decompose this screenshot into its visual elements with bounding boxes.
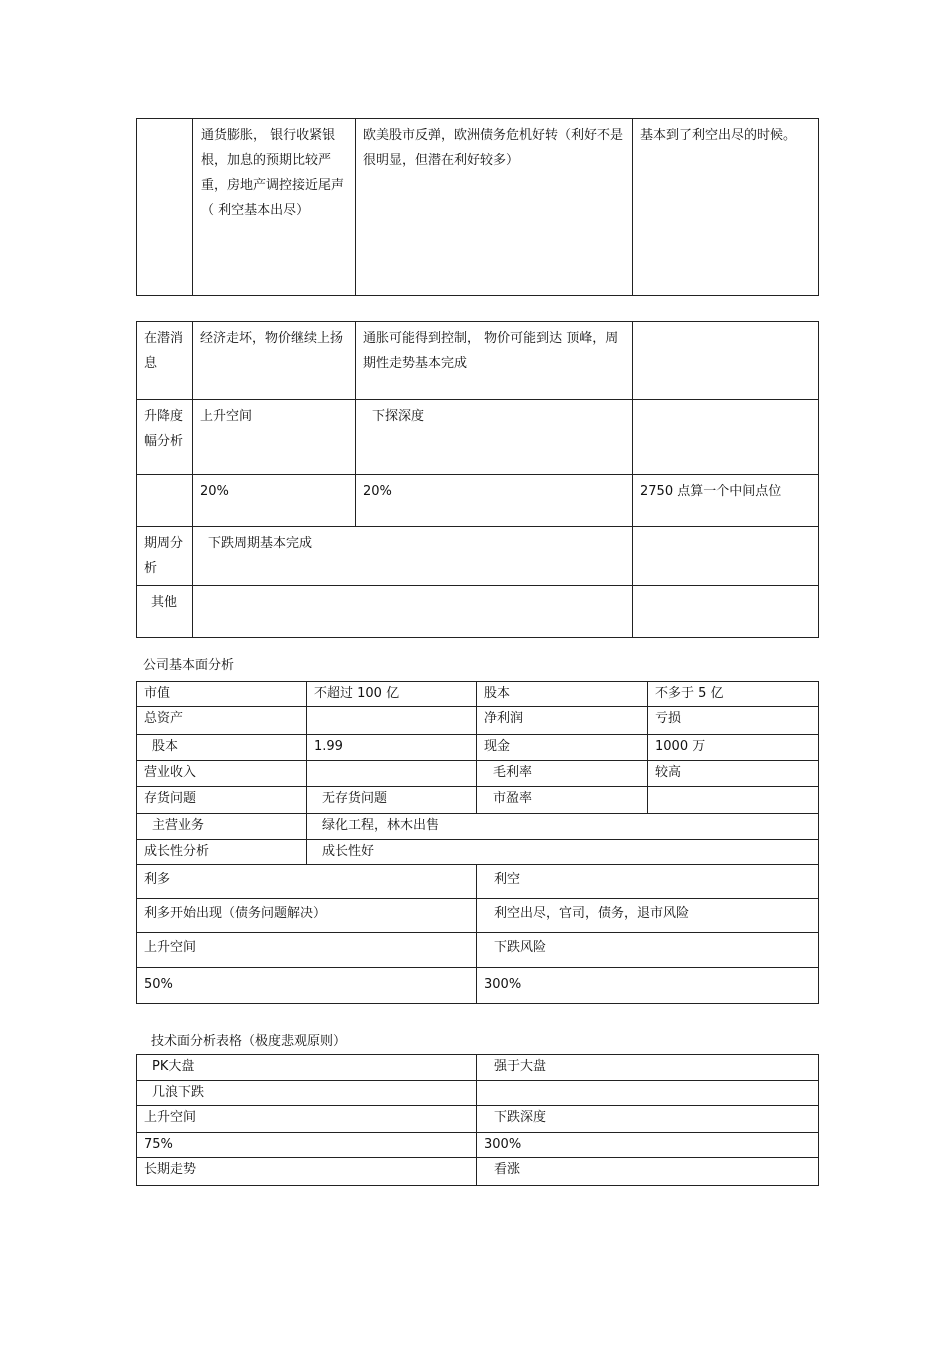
cell-macro-risk: 通货膨胀， 银行收紧银根，加息的预期比较严重，房地产调控接近尾声（ 利空基本出尽） [193, 119, 356, 296]
value-gross-margin: 较高 [648, 761, 819, 787]
cell [633, 586, 819, 638]
label-market-cap: 市值 [137, 682, 307, 707]
value-market-cap: 不超过 100 亿 [307, 682, 477, 707]
cell: 通胀可能得到控制， 物价可能到达 顶峰，周期性走势基本完成 [356, 322, 633, 400]
cell [193, 586, 633, 638]
label-pk-market: PK大盘 [137, 1055, 477, 1081]
label-gross-margin: 毛利率 [477, 761, 648, 787]
label-share-capital: 股本 [477, 682, 648, 707]
value-revenue [307, 761, 477, 787]
row-label-cycle-analysis: 期周分析 [137, 527, 193, 586]
value-pk-market: 强于大盘 [477, 1055, 819, 1081]
value-pe-ratio [648, 787, 819, 814]
label-net-profit: 净利润 [477, 707, 648, 735]
cell [633, 527, 819, 586]
label-revenue: 营业收入 [137, 761, 307, 787]
label-downside-depth: 下跌深度 [477, 1106, 819, 1133]
header-downside: 下跌风险 [477, 933, 819, 968]
value-waves-down [477, 1081, 819, 1106]
value-long-term-trend: 看涨 [477, 1158, 819, 1186]
label-long-term-trend: 长期走势 [137, 1158, 477, 1186]
value-downside-depth: 300% [477, 1133, 819, 1158]
value-upside: 50% [137, 968, 477, 1004]
value-bullish: 利多开始出现（债务问题解决） [137, 899, 477, 933]
value-inventory: 无存货问题 [307, 787, 477, 814]
row-label-range-analysis: 升降度幅分析 [137, 400, 193, 475]
cell: 20% [193, 475, 356, 527]
label-growth: 成长性分析 [137, 840, 307, 865]
value-cash: 1000 万 [648, 735, 819, 761]
value-total-assets [307, 707, 477, 735]
cell: 上升空间 [193, 400, 356, 475]
cell: 20% [356, 475, 633, 527]
cell: 下跌周期基本完成 [193, 527, 633, 586]
label-main-business: 主营业务 [137, 814, 307, 840]
value-upside: 75% [137, 1133, 477, 1158]
header-bearish: 利空 [477, 865, 819, 899]
value-growth: 成长性好 [307, 840, 819, 865]
label-total-assets: 总资产 [137, 707, 307, 735]
cell: 经济走坏，物价继续上扬 [193, 322, 356, 400]
value-share-capital-2: 1.99 [307, 735, 477, 761]
fundamental-table [136, 681, 819, 1004]
cell-global-markets: 欧美股市反弹，欧洲债务危机好转（利好不是很明显，但潜在利好较多） [356, 119, 633, 296]
cell [137, 119, 193, 296]
row-label-other: 其他 [137, 586, 193, 638]
label-upside: 上升空间 [137, 1106, 477, 1133]
cell [633, 322, 819, 400]
label-waves-down: 几浪下跌 [137, 1081, 477, 1106]
label-inventory: 存货问题 [137, 787, 307, 814]
value-share-capital: 不多于 5 亿 [648, 682, 819, 707]
cell-conclusion: 基本到了利空出尽的时候。 [633, 119, 819, 296]
value-downside: 300% [477, 968, 819, 1004]
value-net-profit: 亏损 [648, 707, 819, 735]
fundamental-title: 公司基本面分析 [143, 658, 235, 673]
label-cash: 现金 [477, 735, 648, 761]
value-main-business: 绿化工程，林木出售 [307, 814, 819, 840]
technical-title: 技术面分析表格（极度悲观原则） [151, 1034, 347, 1049]
cell [137, 475, 193, 527]
market-analysis-table [136, 321, 819, 638]
cell [633, 400, 819, 475]
label-share-capital-2: 股本 [137, 735, 307, 761]
header-bullish: 利多 [137, 865, 477, 899]
cell: 下探深度 [356, 400, 633, 475]
row-label-potential-news: 在潜消息 [137, 322, 193, 400]
label-pe-ratio: 市盈率 [477, 787, 648, 814]
cell: 2750 点算一个中间点位 [633, 475, 819, 527]
header-upside: 上升空间 [137, 933, 477, 968]
technical-table [136, 1054, 819, 1186]
value-bearish: 利空出尽，官司，债务，退市风险 [477, 899, 819, 933]
market-analysis-table-top [136, 118, 819, 296]
